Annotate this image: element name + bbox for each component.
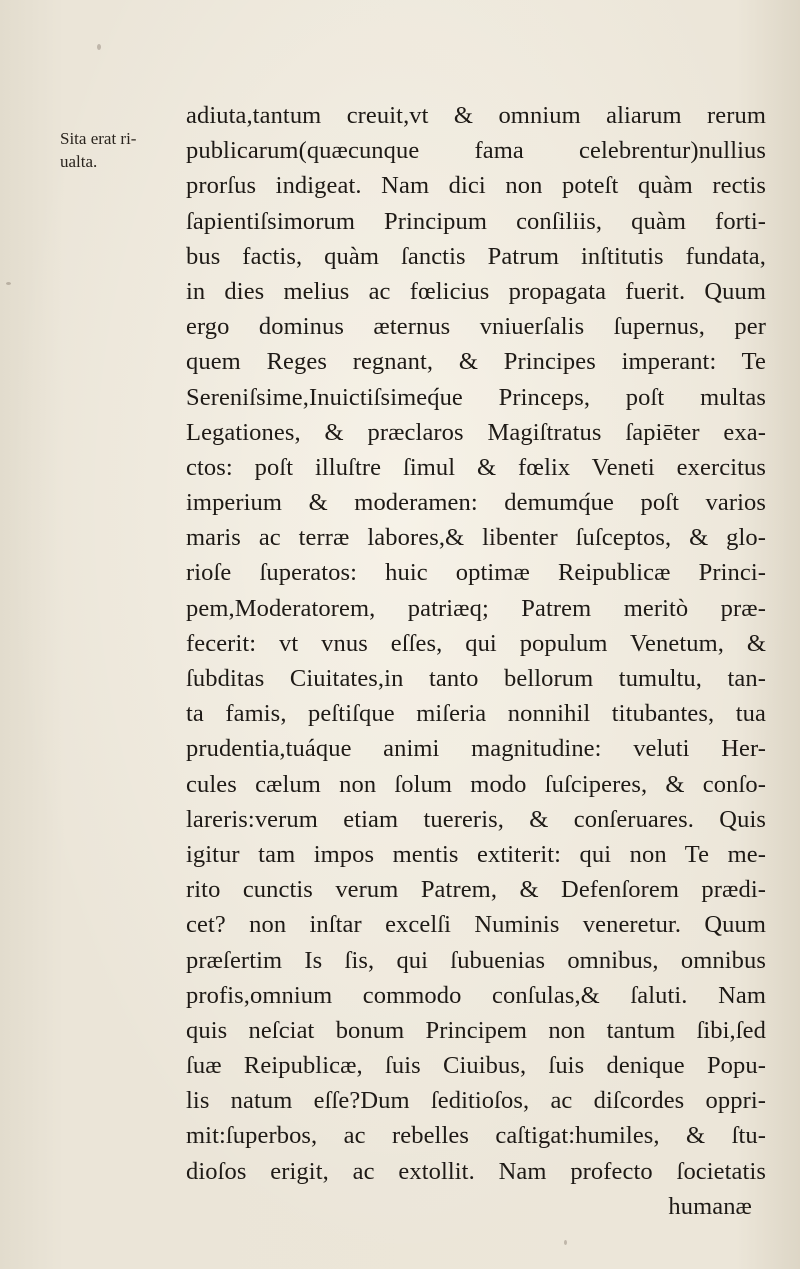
text-line: cet? non inſtar excelſi Numinis veneretur. Quum — [186, 911, 766, 939]
text-line: igitur tam impos mentis extiterit: qui non Te me- — [186, 840, 766, 868]
text-line: pem,Moderatorem, patriæq; Patrem meritò præ- — [186, 594, 766, 622]
text-line: quis neſciat bonum Principem non tantum ſibi,ſed — [186, 1016, 766, 1044]
text-line: prorſus indigeat. Nam dici non poteſt quàm rectis — [186, 172, 766, 200]
text-line: dioſos erigit, ac extollit. Nam profecto ſocietatis — [186, 1157, 766, 1185]
text-line: prudentia,tuáque animi magnitudine: veluti Her- — [186, 735, 766, 763]
text-line: lareris:verum etiam tuereris, & conſeruares. Quis — [186, 805, 766, 833]
text-line: quem Reges regnant, & Principes imperant: Te — [186, 348, 766, 376]
text-line: maris ac terræ labores,& libenter ſuſceptos, & glo- — [186, 524, 766, 552]
body-text — [186, 98, 766, 1224]
text-line: Sereniſsime,Inuictiſsimeq́ue Princeps, poſt multas — [186, 383, 766, 411]
text-line: ctos: poſt illuſtre ſimul & fœlix Veneti exercitus — [186, 453, 766, 481]
text-line: ergo dominus æternus vniuerſalis ſupernus, per — [186, 313, 766, 341]
text-line: cules cælum non ſolum modo ſuſciperes, & conſo- — [186, 770, 766, 798]
text-line: mit:ſuperbos, ac rebelles caſtigat:humiles, & ſtu- — [186, 1122, 766, 1150]
text-line: lis natum eſſe?Dum ſeditioſos, ac diſcordes oppri- — [186, 1087, 766, 1115]
text-line: ſapientiſsimorum Principum conſiliis, quàm forti- — [186, 207, 766, 235]
text-line: profis,omnium commodo conſulas,& ſaluti. Nam — [186, 981, 766, 1009]
text-line: bus factis, quàm ſanctis Patrum inſtitutis fundata, — [186, 242, 766, 270]
text-line: Legationes, & præclaros Magiſtratus ſapiēter exa- — [186, 418, 766, 446]
text-line: præſertim Is ſis, qui ſubuenias omnibus, omnibus — [186, 946, 766, 974]
text-line: rioſe ſuperatos: huic optimæ Reipublicæ Princi- — [186, 559, 766, 587]
margin-note-line: ualta. — [60, 152, 98, 171]
paper-speck — [6, 282, 11, 285]
margin-note-line: Sita erat ri- — [60, 129, 137, 148]
paper-speck — [564, 1240, 567, 1245]
paper-speck — [97, 44, 101, 50]
text-line: in dies melius ac fœlicius propagata fuerit. Quum — [186, 277, 766, 305]
text-line: ſuæ Reipublicæ, ſuis Ciuibus, ſuis denique Popu- — [186, 1052, 766, 1080]
text-line: imperium & moderamen: demumq́ue poſt varios — [186, 489, 766, 517]
text-line: ta famis, peſtiſque miſeria nonnihil titubantes, tua — [186, 700, 766, 728]
text-line: fecerit: vt vnus eſſes, qui populum Venetum, & — [186, 629, 766, 657]
text-line: rito cunctis verum Patrem, & Defenſorem prædi- — [186, 876, 766, 904]
catchword: humanæ — [668, 1192, 752, 1220]
text-line: publicarum(quæcunque fama celebrentur)nullius — [186, 137, 766, 165]
text-line: adiuta,tantum creuit,vt & omnium aliarum rerum — [186, 102, 766, 129]
text-line: ſubditas Ciuitates,in tanto bellorum tumultu, tan- — [186, 665, 766, 692]
